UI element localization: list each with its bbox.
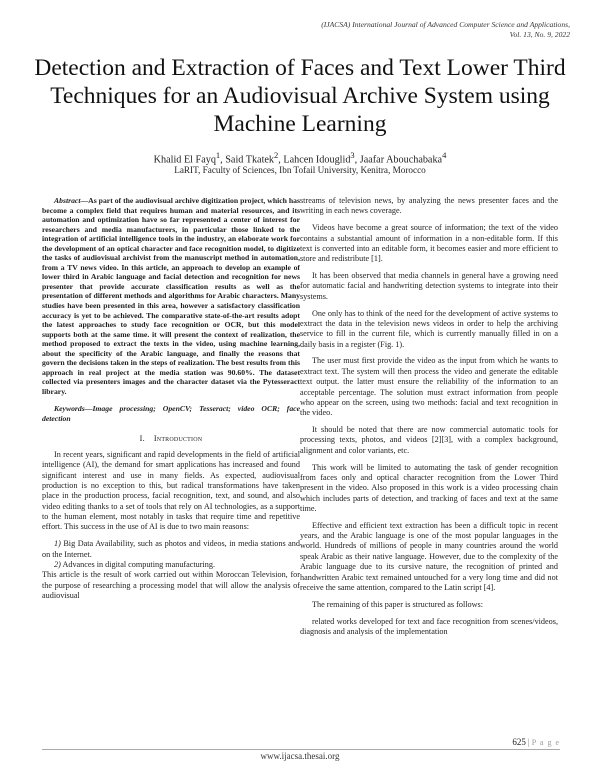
paragraph: Effective and efficient text extraction has been a difficult topic in recent years, and the Arabic language is one of the most popular languages in the world. Hundreds of millions of people in many countries around the world speak Arabic as their native language. However, due to the complexity of the Arabic language due to its cursive nature, the recognition of printed and handwritten Arabic text remained untouched for a very long time and did not receive the same attention, compared to the Latin script [4]. — [300, 520, 558, 592]
paragraph: In recent years, significant and rapid developments in the field of artificial intelligence (AI), the demand for smart applications has increased and found significant interest and use in many fields. As expected, audiovisual production is no exception to this, but radical transformations have taken place in the production process, facial recognition, text, and sound, and also video editing thanks to a set of tools that rely on AI technologies, as a support to the human element, most notably in tasks that require time and repetitive effort. This success in the use of AI is due to two main reasons: — [42, 449, 300, 532]
paragraph: This article is the result of work carried out within Moroccan Television, for the purpose of researching a processing model that will allow the analysis of audiovisual — [42, 570, 300, 600]
paragraph: streams of television news, by analyzing the news presenter faces and the writing in each news coverage. — [300, 196, 558, 216]
section-heading — [42, 434, 300, 444]
paper-title: Detection and Extraction of Faces and Text Lower Third Techniques for an Audiovisual Archive System using Machine Learning — [34, 55, 566, 137]
page-number-value: 625 — [512, 737, 526, 747]
abstract-text: As part of the audiovisual archive digitization project, which has become a complex field that requires human and material resources, and its automation and optimization have so far represented a center of interest for researchers and media manufacturers, in particular those linked to the integration of artificial intelligence tools in the industry, an elaborate work for the development of an optical character and face recognition model, to digitize the tasks of audiovisual archivist from the manuscript method in automation, from a TV news video. In this article, an approach to develop an example of lower third in Arabic language and facial detection and recognition for news presenter that provide accurate classification results as well as the presentation of different methods and algorithms for Arabic characters. Many studies have been presented in this area, however a satisfactory classification accuracy is yet to be achieved. The comparative state-of-the-art results adopt the latest approaches to study face recognition or OCR, but this model supports both at the same time. it will present the context of realization, the method proposed to extract the texts in the video, using machine learning, about the specificity of the Arabic language, and finally the reasons that govern the decisions taken in the steps of realization. The best results from this approach in real project at the media station was 90.60%. The dataset collected via presenters images and the character dataset via the Pytesseract library. — [42, 196, 300, 396]
keywords-text: Image processing; OpenCV; Tesseract; video OCR; face detection — [42, 404, 300, 424]
page-word: P a g e — [531, 738, 560, 747]
keywords-label: Keywords— — [54, 404, 93, 414]
left-column — [42, 196, 300, 601]
section-title: Introduction — [153, 433, 203, 443]
affiliation: LaRIT, Faculty of Sciences, Ibn Tofail University, Kenitra, Morocco — [174, 165, 426, 175]
author-sup: 3 — [350, 150, 355, 160]
paragraph: The remaining of this paper is structured as follows: — [312, 599, 483, 609]
paragraph: related works developed for text and face recognition from scenes/videos, diagnosis and analysis of the implementation — [300, 616, 558, 636]
list-item — [42, 560, 300, 570]
author-list: Khalid El Fayq$^1$, Said Tkatek$^2$, Lahcen Idouglid$^3$, Jaafar Abouchabaka$^4$ — [153, 150, 447, 166]
journal-volume: Vol. 13, No. 9, 2022 — [509, 30, 570, 39]
footer-website: www.ijacsa.thesai.org — [260, 751, 340, 761]
list-text: Big Data Availability, such as photos and videos, in media stations and on the Internet. — [42, 539, 300, 559]
section-number: I. — [139, 433, 145, 443]
paragraph: Videos have become a great source of information; the text of the video contains a substantial amount of information in a non-editable form. If this text is converted into an editable form, it becomes easier and more efficient to store and redistribute [1]. — [300, 223, 558, 264]
author-sup: 2 — [274, 150, 279, 160]
author-sup: 1 — [215, 150, 221, 160]
paragraph: It should be noted that there are now commercial automatic tools for processing texts, photos, and videos [2][3], with a complex background, alignment and color variants, etc. — [300, 425, 558, 455]
author-sup: 4 — [442, 150, 447, 160]
journal-name: (IJACSA) International Journal of Advanced Computer Science and Applications, — [321, 20, 570, 29]
author-name: Lahcen Idouglid — [283, 154, 351, 166]
author-name: Khalid El Fayq — [153, 154, 216, 166]
list-number: 2) — [54, 559, 61, 569]
author-name: Jaafar Abouchabaka — [359, 154, 443, 166]
right-column — [300, 196, 558, 637]
footer-divider — [42, 749, 560, 750]
paragraph: One only has to think of the need for the development of active systems to extract the data in the television news videos in order to help the archiving service to fill in the current file, which is currently manually filled in on a daily basis in a register (Fig. 1). — [300, 308, 558, 349]
keywords — [42, 404, 300, 423]
journal-header — [210, 20, 570, 40]
paragraph: This work will be limited to automating the task of gender recognition from faces only and optical character recognition from the Lower Third present in the video. Also proposed in this work is a video processing chain which includes parts of detection, and tracking of faces and text at the same time. — [300, 462, 558, 513]
abstract — [42, 196, 300, 396]
list-number: 1) — [54, 539, 61, 549]
page-separator: | — [527, 737, 530, 747]
page-number — [512, 737, 560, 747]
author-name: Said Tkatek — [225, 154, 275, 166]
paragraph: The user must first provide the video as the input from which he wants to extract text. The system will then process the video and generate the editable text output. the latter must ensure the reliability of the information to an acceptable percentage. The solution must extract information from people who appear on the screen, using two methods: facial and text recognition in the video. — [300, 356, 558, 418]
abstract-label: Abstract— — [54, 196, 89, 205]
paragraph: It has been observed that media channels in general have a growing need for automatic facial and handwriting detection systems to integrate into their systems. — [300, 271, 558, 301]
list-item — [42, 539, 300, 560]
list-text: Advances in digital computing manufacturing. — [62, 559, 216, 569]
